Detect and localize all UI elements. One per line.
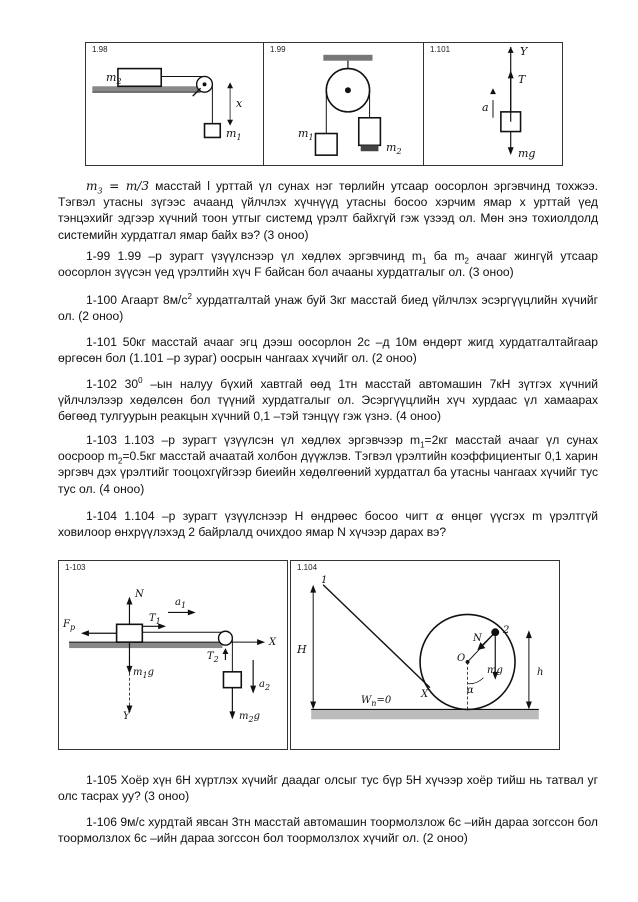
figure-1-98: 1.98 $m_2$ $m_1$ x <box>85 42 265 166</box>
figure-caption: 1.104 <box>297 563 318 572</box>
problem-1-101: 1-101 50кг масстай ачааг эгц дээш оосорлон 2с –д 10м өндөрт жигд хурдатгалтайгаар өргөсөн бол (1.101 –р зураг) оосрын чангаах хүчийг ол. (2 оноо) <box>58 335 598 366</box>
problem-1-105: 1-105 Хоёр хүн 6Н хүртлэх хүчийг даадаг олсыг тус бүр 5Н хүчээр хоёр тийш нь татвал уг олс тасрах уу? (3 оноо) <box>58 773 598 804</box>
hanging-load-diagram <box>424 43 562 165</box>
figure-caption: 1-103 <box>65 563 86 572</box>
problem-1-102: 1-102 $30^0$ –ын налуу бүхий хавтгай өөд 1тн масстай автомашин 7кН зүтгэх хүчний үйлчлэлээр хөдөлсөн бол түүний хурдатгалыг ол. Эсэргүүцлийн хүч хурдаас үл хамаарах бөгөөд тулгуурын реакцын хүчний 0,1 –тэй тэнцүү гэж үзнэ. (4 оноо) <box>58 375 598 424</box>
figure-caption: 1.101 <box>430 45 451 54</box>
figure-1-103: 1-103 $F_р$ N $T_1$ $a_1$ X $m_1g$ $T_2$ $a_2$ $m_2g$ Y <box>58 560 288 750</box>
problem-1-100: 1-100 Агаарт $8м/с^2$ хурдатгалтай унаж буй 3кг масстай биед үйлчлэх эсэргүүцлийн хүчийг ол. (2 оноо) <box>58 291 598 324</box>
problem-1-103: 1-103 1.103 –р зурагт үзүүлсэн үл хөдлөх эргэвчээр $m_1=2кг$ масстай ачааг үл сунах оосроор $m_2=0.5кг$ масстай ачаатай холбон дүүжлэв. Тэгвэл үрэлтийн коэффициентыг 0,1 харин эргэвч дэх үрэлтийг тооцохгүйгээр биеийн хөдөлгөөний хурдатгал ба утасны чангаах хүчийг тус тус ол. (4 оноо) <box>58 433 598 496</box>
problem-1-106: 1-106 9м/с хурдтай явсан 3тн масстай автомашин тоормолзлож 6с –ийн дараа зогссон бол тоормолзлох 6с –ийн дараа зогссон бол тоормолзлох хүчийг ол. (2 оноо) <box>58 815 598 846</box>
figure-1-99: 1.99 $m_1$ $m_2$ <box>263 42 425 166</box>
figure-1-104: 1.104 1 2 H O N α mg h X $W_п=0$ <box>290 560 560 750</box>
figure-caption: 1.99 <box>270 45 286 54</box>
problem-1-99: 1-99 1.99 –р зурагт үзүүлснээр үл хөдлөх эргэвчинд $m_1$ ба $m_2$ ачааг жингүй утсаар оосорлон зүүсэн үед үрэлтийн хүч F байсан бол ачааны хурдатгалыг ол. (3 оноо) <box>58 249 598 280</box>
loop-track-diagram <box>291 561 559 749</box>
figure-1-101: 1.101 Y T a mg <box>423 42 563 166</box>
problem-1-98-text: $m_3 = m/3$ масстай l урттай үл сунах нэг төрлийн утсаар оосорлон эргэвчинд тохжээ. Тэгвэл утасны зүгээс ачаанд үйлчлэх хүчнүүд утасны босоо хэрчим ямар x урттай үед тэнцэхийг эдгээр хүчний тоон утгыг системд үрэлт байхгүй гэж үзээд ол. Мөн энэ тохиолдолд системийн хурдатгал ямар байх вэ? (3 оноо) <box>58 179 598 242</box>
figure-caption: 1.98 <box>92 45 108 54</box>
problem-1-104: 1-104 1.104 –р зурагт үзүүлснээр H өндрөөс босоо чигт α өнцөг үүсгэх m үрэлтгүй ховилоор өнхрүүлэхэд 2 байрлалд очихдоо ямар N хүчээр дарах вэ? <box>58 509 598 540</box>
